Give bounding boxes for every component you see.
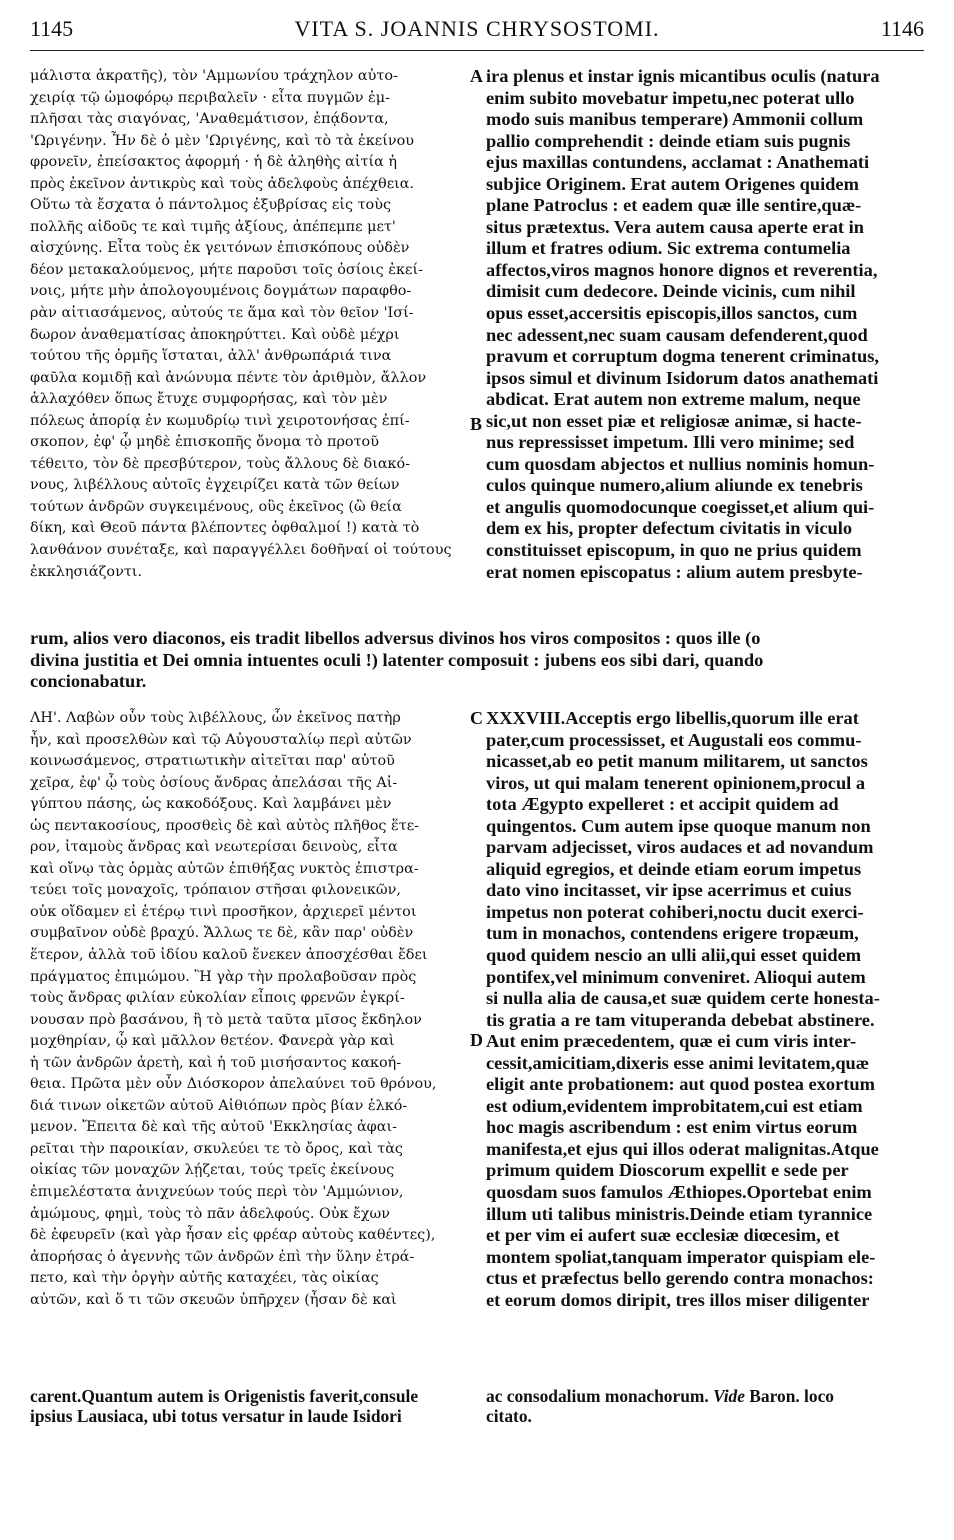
greek-text-line: ρεῖται τὴν παροικίαν, σκυλεύει τε τὸ ὄρος, καὶ τὰς	[30, 1140, 403, 1157]
greek-text-line: δίκη, καὶ Θεοῦ πάντα βλέποντες ὀφθαλμοί !) κατὰ τὸ	[30, 520, 420, 537]
greek-text-line: τεύει τοῖς μοναχοῖς, τρόπαιον στῆσαι φιλονεικῶν,	[30, 882, 401, 899]
greek-text-line: νοις, μήτε μὴν ἀπολογουμένοις δογμάτων παραφθο-	[30, 283, 412, 300]
latin-text-line: tis gratia a re tam vituperanda debebat abstinere.	[486, 1009, 875, 1030]
latin-text-line: modo suis manibus temperare) Ammonii collum	[486, 109, 864, 130]
latin-text-line: enim subito movebatur impetu,nec poterat ullo	[486, 87, 855, 108]
latin-text-line: dem ex his, propter defectum civitatis in viculo	[486, 518, 853, 539]
greek-text-line: ἐπιμελέστατα ἀνιχνεύων τούς περὶ τὸν 'Αμμώνιον,	[30, 1184, 404, 1201]
running-header	[30, 16, 924, 51]
latin-text-line: et eorum domos diripit, tres illos miser diligenter	[486, 1289, 870, 1310]
latin-text-line: nicasset,ab eo petit manum militarem, ut sanctos	[486, 751, 868, 772]
greek-text-line: πρὸς ἐκεῖνον ἀντικρὺς καὶ τοὺς ἀδελφοὺς ἀπέχθεια.	[30, 175, 415, 192]
greek-text-line: μενον. Ἔπειτα δὲ καὶ τῆς αὐτοῦ 'Εκκλησίας ἀφαι-	[30, 1119, 397, 1136]
latin-text-line: illum uti talibus ministris.Deinde etiam tyrannice	[486, 1203, 873, 1224]
footnote-right-text: Baron. loco	[744, 1386, 835, 1406]
latin-column-bottom	[486, 708, 924, 1318]
latin-text-line: pater,cum processisset, et Augustali eos commu-	[486, 729, 862, 750]
latin-column-top	[486, 66, 924, 586]
greek-text-line: τοὺς ἄνδρας φιλίαν εὐκολίαν εἶποις φρενῶν ἐγκρί-	[30, 990, 405, 1007]
latin-text-line: cum quosdam abjectos et nullius nominis homun-	[486, 453, 875, 474]
latin-text-line: eligit ante probationem: aut quod postea exortum	[486, 1074, 875, 1095]
page-number-left: 1145	[30, 16, 74, 41]
greek-column-top	[30, 66, 470, 586]
latin-text-line: XXXVIII.Acceptis ergo libellis,quorum ille erat	[486, 708, 859, 728]
greek-text-line: ἡ τῶν ἀνδρῶν ἀρετὴ, καὶ ἡ τοῦ μισήσαντος κακοή-	[30, 1054, 402, 1071]
latin-text-line: si nulla alia de causa,et suæ quidem certe honesta-	[486, 988, 880, 1009]
latin-text-line: erat nomen episcopatus : alium autem presbyte-	[486, 561, 863, 582]
greek-text-line: λανθάνον συνέταξε, καὶ παραγγέλλει δοθῆναί οἱ τούτους	[30, 542, 452, 559]
greek-text-line: τέθειτο, τὸν δὲ πρεσβύτερον, τοὺς ἄλλους δὲ διακό-	[30, 455, 411, 472]
latin-text-line: concionabatur.	[30, 671, 147, 691]
margin-marker-a: A	[470, 66, 483, 86]
latin-text-line: montem spoliat,tanquam imperator quispiam ele-	[486, 1246, 876, 1267]
latin-text-line: hoc magis ascribendum : est enim virtus eorum	[486, 1117, 858, 1138]
latin-text-line: quod quidem nescio an ulli alii,qui esset quidem	[486, 945, 862, 966]
greek-text-line: δωρον ἀναθεματίσας ἀποκηρύττει. Καὶ οὐδὲ μέχρι	[30, 326, 400, 343]
latin-text-line: aliquid egregios, et deinde etiam eorum impetus	[486, 858, 862, 879]
greek-text-line: ἕτερον, ἀλλὰ τοῦ ἰδίου καλοῦ ἕνεκεν ἀποσχέσθαι ἔδει	[30, 947, 428, 964]
greek-text-line: ἀπορήσας ὁ ἀγεννὴς τῶν ἀνδρῶν ἐπὶ τὴν ὕλην ἐτρά-	[30, 1248, 415, 1265]
latin-text-line: pravum et corruptum dogma tenerent criminatus,	[486, 346, 879, 367]
greek-text-line: 'Ωριγένην. Ἦν δὲ ὁ μὲν 'Ωριγένης, καὶ τὸ τὰ ἐκείνου	[30, 132, 415, 149]
greek-text-line: σκοπον, ἐφ' ᾧ μηδὲ ἐπισκοπῆς ὄνομα τὸ προτοῦ	[30, 434, 379, 451]
latin-text-line: tum in monachos, contendens erigere tropæum,	[486, 923, 859, 944]
greek-text-line: φρονεῖν, ἐπείσακτος ἀφορμή · ἡ δὲ ἀληθὴς αἰτία ἡ	[30, 154, 398, 171]
latin-text-line: dimisit cum dedecore. Deinde vicinis, cum nihil	[486, 281, 856, 302]
greek-text-line: πράγματος ἐπιμώμου. Ἢ γὰρ τὴν προλαβοῦσαν πρὸς	[30, 968, 417, 985]
greek-text-line: ρον, ἰταμοὺς ἄνδρας καὶ νεωτερίσαι δεινοὺς, εἶτα	[30, 839, 398, 856]
latin-text-line: quosdam suos famulos Æthiopes.Oportebat enim	[486, 1182, 872, 1203]
footnote-left-line: ipsius Lausiaca, ubi totus versatur in laude Isidori	[30, 1406, 402, 1426]
latin-text-line: nus repressisset impetum. Illi vero minime; sed	[486, 432, 855, 453]
greek-text-line: Οὕτω τὰ ἔσχατα ὁ πάντολμος ἐξυβρίσας εἰς τοὺς	[30, 197, 392, 214]
running-title: VITA S. JOANNIS CHRYSOSTOMI.	[294, 16, 660, 41]
footnote-right-line	[486, 1386, 924, 1406]
latin-text-line: affectos,viros magnos honore dignos et reverentia,	[486, 259, 878, 280]
greek-text-line: μοχθηρίαν, ᾧ καὶ μᾶλλον θετέον. Φανερὰ γὰρ καὶ	[30, 1033, 395, 1050]
greek-text-line: γύπτου πάσης, ὡς κακοδόξους. Καὶ λαμβάνει μὲν	[30, 796, 392, 813]
footnote-vide: Vide	[713, 1386, 745, 1406]
greek-text-line: χειρίᾳ τῷ ὠμοφόρῳ περιβαλεῖν · εἶτα πυγμῶν ἐμ-	[30, 89, 390, 106]
latin-text-line: nec adessent,nec suam causam defenderent,quod	[486, 324, 868, 345]
latin-text-line: culos quinque numero,alium aliunde ex tenebris	[486, 475, 863, 496]
greek-text-line: δὲ ἐφευρεῖν (καὶ γὰρ ἦσαν εἰς φρέαρ αὐτοὺς καθέντες),	[30, 1227, 436, 1244]
greek-text-line: οὐκ οἴδαμεν εἰ ἑτέρῳ τινὶ προσῆκον, ἀρχιερεῖ μέντοι	[30, 903, 417, 920]
latin-text-line: opus esset,accersitis episcopis,illos sanctos, cum	[486, 303, 858, 324]
latin-text-line: ctus et præfectus bello gerendo contra monachos:	[486, 1268, 874, 1289]
footnote-left	[30, 1386, 470, 1426]
footnote-right-line: citato.	[486, 1406, 532, 1426]
latin-text-line: situs prætextus. Vera autem causa aperte erat in	[486, 216, 864, 237]
latin-text-line: primum quidem Dioscorum expellit e sede per	[486, 1160, 849, 1181]
latin-text-line: et per vim ei aufert suæ ecclesiæ diœcesim, et	[486, 1225, 840, 1246]
latin-text-line: pallio comprehendit : deinde etiam suis pugnis	[486, 130, 851, 151]
greek-text-line: οἰκίας τῶν μοναχῶν λῄζεται, τούς τρεῖς ἐκείνους	[30, 1162, 395, 1179]
latin-text-line: plane Patroclus : et eadem quæ ille sentire,quæ-	[486, 195, 862, 216]
latin-text-line: dato vino incitasset, vir ipse acerrimus et cuius	[486, 880, 852, 901]
latin-text-line: parvam adjecisset, viros audaces et ad novandum	[486, 837, 874, 858]
margin-marker-d: D	[470, 1030, 483, 1050]
margin-marker-c: C	[470, 708, 483, 728]
latin-text-line: impetus non poterat cohiberi,noctu ducit exerci-	[486, 901, 864, 922]
latin-text-line: est odium,evidentem improbitatem,cui est etiam	[486, 1095, 863, 1116]
latin-text-line: divina justitia et Dei omnia intuentes oculi !) latenter composuit : jubens eos sibi dari, quando	[30, 649, 764, 670]
latin-full-width-text	[30, 628, 924, 693]
greek-text-line: νους, λιβέλλους αὐτοῖς ἐγχειρίζει κατὰ τῶν θείων	[30, 477, 400, 494]
footnote-right	[486, 1386, 924, 1426]
greek-text-line: πόλεως ἀπορίᾳ ἐν κωμυδρίῳ τινὶ χειροτονήσας ἐπί-	[30, 412, 410, 429]
greek-text-line: νουσαν πρὸ βασάνου, ἢ τὸ μετὰ ταῦτα μῖσος ἔκδηλον	[30, 1011, 422, 1028]
margin-marker-b: B	[470, 414, 483, 434]
greek-text-line: καὶ οἴνῳ τὰς ὁρμὰς αὐτῶν ἐπιθήξας νυκτὸς ἐπιστρα-	[30, 860, 419, 877]
greek-text-line: τούτων ἀνδρῶν συγκειμένους, οὓς ἐκεῖνος (ὢ θεία	[30, 498, 402, 515]
greek-text-line: ὡς πεντακοσίους, προσθεὶς δὲ καὶ αὐτὸς πλῆθος ἕτε-	[30, 817, 420, 834]
greek-text-line: κοινωσάμενος, στρατιωτικὴν αἰτεῖται παρ' αὐτοῦ	[30, 753, 395, 770]
latin-text-line: sic,ut non esset piæ et religiosæ animæ, si hacte-	[486, 410, 862, 431]
greek-text-line: δέον μετακαλούμενος, μήτε παροῦσι τοῖς ὁσίοις ἐκεί-	[30, 261, 423, 278]
latin-text-line: et angulis quomodocunque coegisset,et alium qui-	[486, 496, 875, 517]
latin-text-line: illum et fratres odium. Sic extrema contumelia	[486, 238, 851, 259]
latin-text-line: subjice Originem. Erat autem Origenes quidem	[486, 173, 859, 194]
greek-text-line: ἀλλαχόθεν ὅπως ἔτυχε συμφορήσας, καὶ τὸν μὲν	[30, 391, 388, 408]
greek-text-line: μάλιστα ἀκρατῆς), τὸν 'Αμμωνίου τράχηλον αὐτο-	[30, 68, 398, 84]
greek-text-line: αἰσχύνης. Εἶτα τοὺς ἐκ γειτόνων ἐπισκόπους οὐδὲν	[30, 240, 410, 257]
greek-text-line: πετο, καὶ τὴν ὀργὴν αὐτῆς καταχέει, τὰς οἰκίας	[30, 1270, 379, 1287]
greek-text-line: χεῖρα, ἐφ' ᾧ τοὺς ὁσίους ἄνδρας ἀπελάσαι τῆς Αἰ-	[30, 774, 398, 791]
greek-text-line: πλῆσαι τὰς σιαγόνας, 'Αναθεμάτισον, ἐπᾴδοντα,	[30, 111, 389, 128]
page-number-right: 1146	[880, 16, 924, 41]
latin-text-line: ejus maxillas contundens, acclamat : Anathemati	[486, 152, 870, 173]
latin-text-line: cessit,amicitiam,dixeris esse animi levitatem,quæ	[486, 1052, 870, 1073]
greek-text-line: φαῦλα κομιδῇ καὶ ἀνώνυμα πέντε τὸν ἀριθμὸν, ἄλλον	[30, 369, 427, 386]
greek-text-line: αὐτῶν, καὶ ὅ τι τῶν σκευῶν ὑπῆρχεν (ἦσαν δὲ καὶ	[30, 1291, 397, 1308]
greek-text-line: ἀμώμους, φημὶ, τοὺς τὸ πᾶν ἀδελφούς. Οὐκ ἔχων	[30, 1205, 391, 1222]
latin-text-line: tota Ægypto expelleret : et accipit quidem ad	[486, 794, 839, 815]
latin-text-line: abdicat. Erat autem non extreme malum, neque	[486, 389, 861, 410]
latin-text-line: manifesta,et ejus qui illos oderat malignitas.Atque	[486, 1138, 879, 1159]
greek-text-line: πολλῆς αἰδοῦς τε καὶ τιμῆς ἀξίους, ἀπέπεμπε μετ'	[30, 218, 396, 235]
greek-text-line: ρὰν αἰτιασάμενος, αὐτούς τε ἅμα καὶ τὸν θεῖον 'Ισί-	[30, 305, 414, 322]
greek-text-line: θεια. Πρῶτα μὲν οὖν Διόσκορον ἀπελαύνει τοῦ θρόνου,	[30, 1076, 437, 1093]
greek-text-line: ἐκκλησιάζοντι.	[30, 563, 143, 580]
latin-text-line: constituisset episcopum, in quo ne prius quidem	[486, 540, 862, 561]
greek-text-line: διά τινων οἰκετῶν αὐτοῦ Αἰθιόπων πρὸς βίαν ἑλκό-	[30, 1097, 408, 1114]
latin-text-line: Aut enim præcedentem, quæ ei cum viris inter-	[486, 1031, 857, 1052]
greek-column-bottom	[30, 708, 470, 1318]
greek-text-line: ἦν, καὶ προσελθὼν καὶ τῷ Αὐγουσταλίῳ περὶ αὐτῶν	[30, 731, 412, 748]
footnote-left-line: carent.Quantum autem is Origenistis faverit,consule	[30, 1386, 419, 1406]
latin-text-line: ipsos simul et divinum Isidorum datos anathemati	[486, 367, 879, 388]
footnote-right-text: ac consodalium monachorum.	[486, 1386, 714, 1406]
greek-text-line: ΛΗ'. Λαβὼν οὖν τοὺς λιβέλλους, ὧν ἐκεῖνος πατὴρ	[30, 710, 401, 726]
latin-text-line: pontifex,vel minimum conveniret. Alioqui autem	[486, 966, 866, 987]
latin-text-line: viros, ut qui malam tenerent opinionem,procul a	[486, 772, 866, 793]
latin-text-line: ira plenus et instar ignis micantibus oculis (natura	[486, 66, 880, 86]
greek-text-line: συμβαῖνον οὐδὲ βραχύ. Ἄλλως τε δὲ, κἂν παρ' οὐδὲν	[30, 925, 414, 942]
latin-text-line: quingentos. Cum autem ipse quoque manum non	[486, 815, 871, 836]
greek-text-line: τούτου τῆς ὁρμῆς ἵσταται, ἀλλ' ἀνθρωπάριά τινα	[30, 348, 392, 365]
latin-text-line: rum, alios vero diaconos, eis tradit libellos adversus divinos hos viros compositos : quos ille (o	[30, 628, 761, 648]
